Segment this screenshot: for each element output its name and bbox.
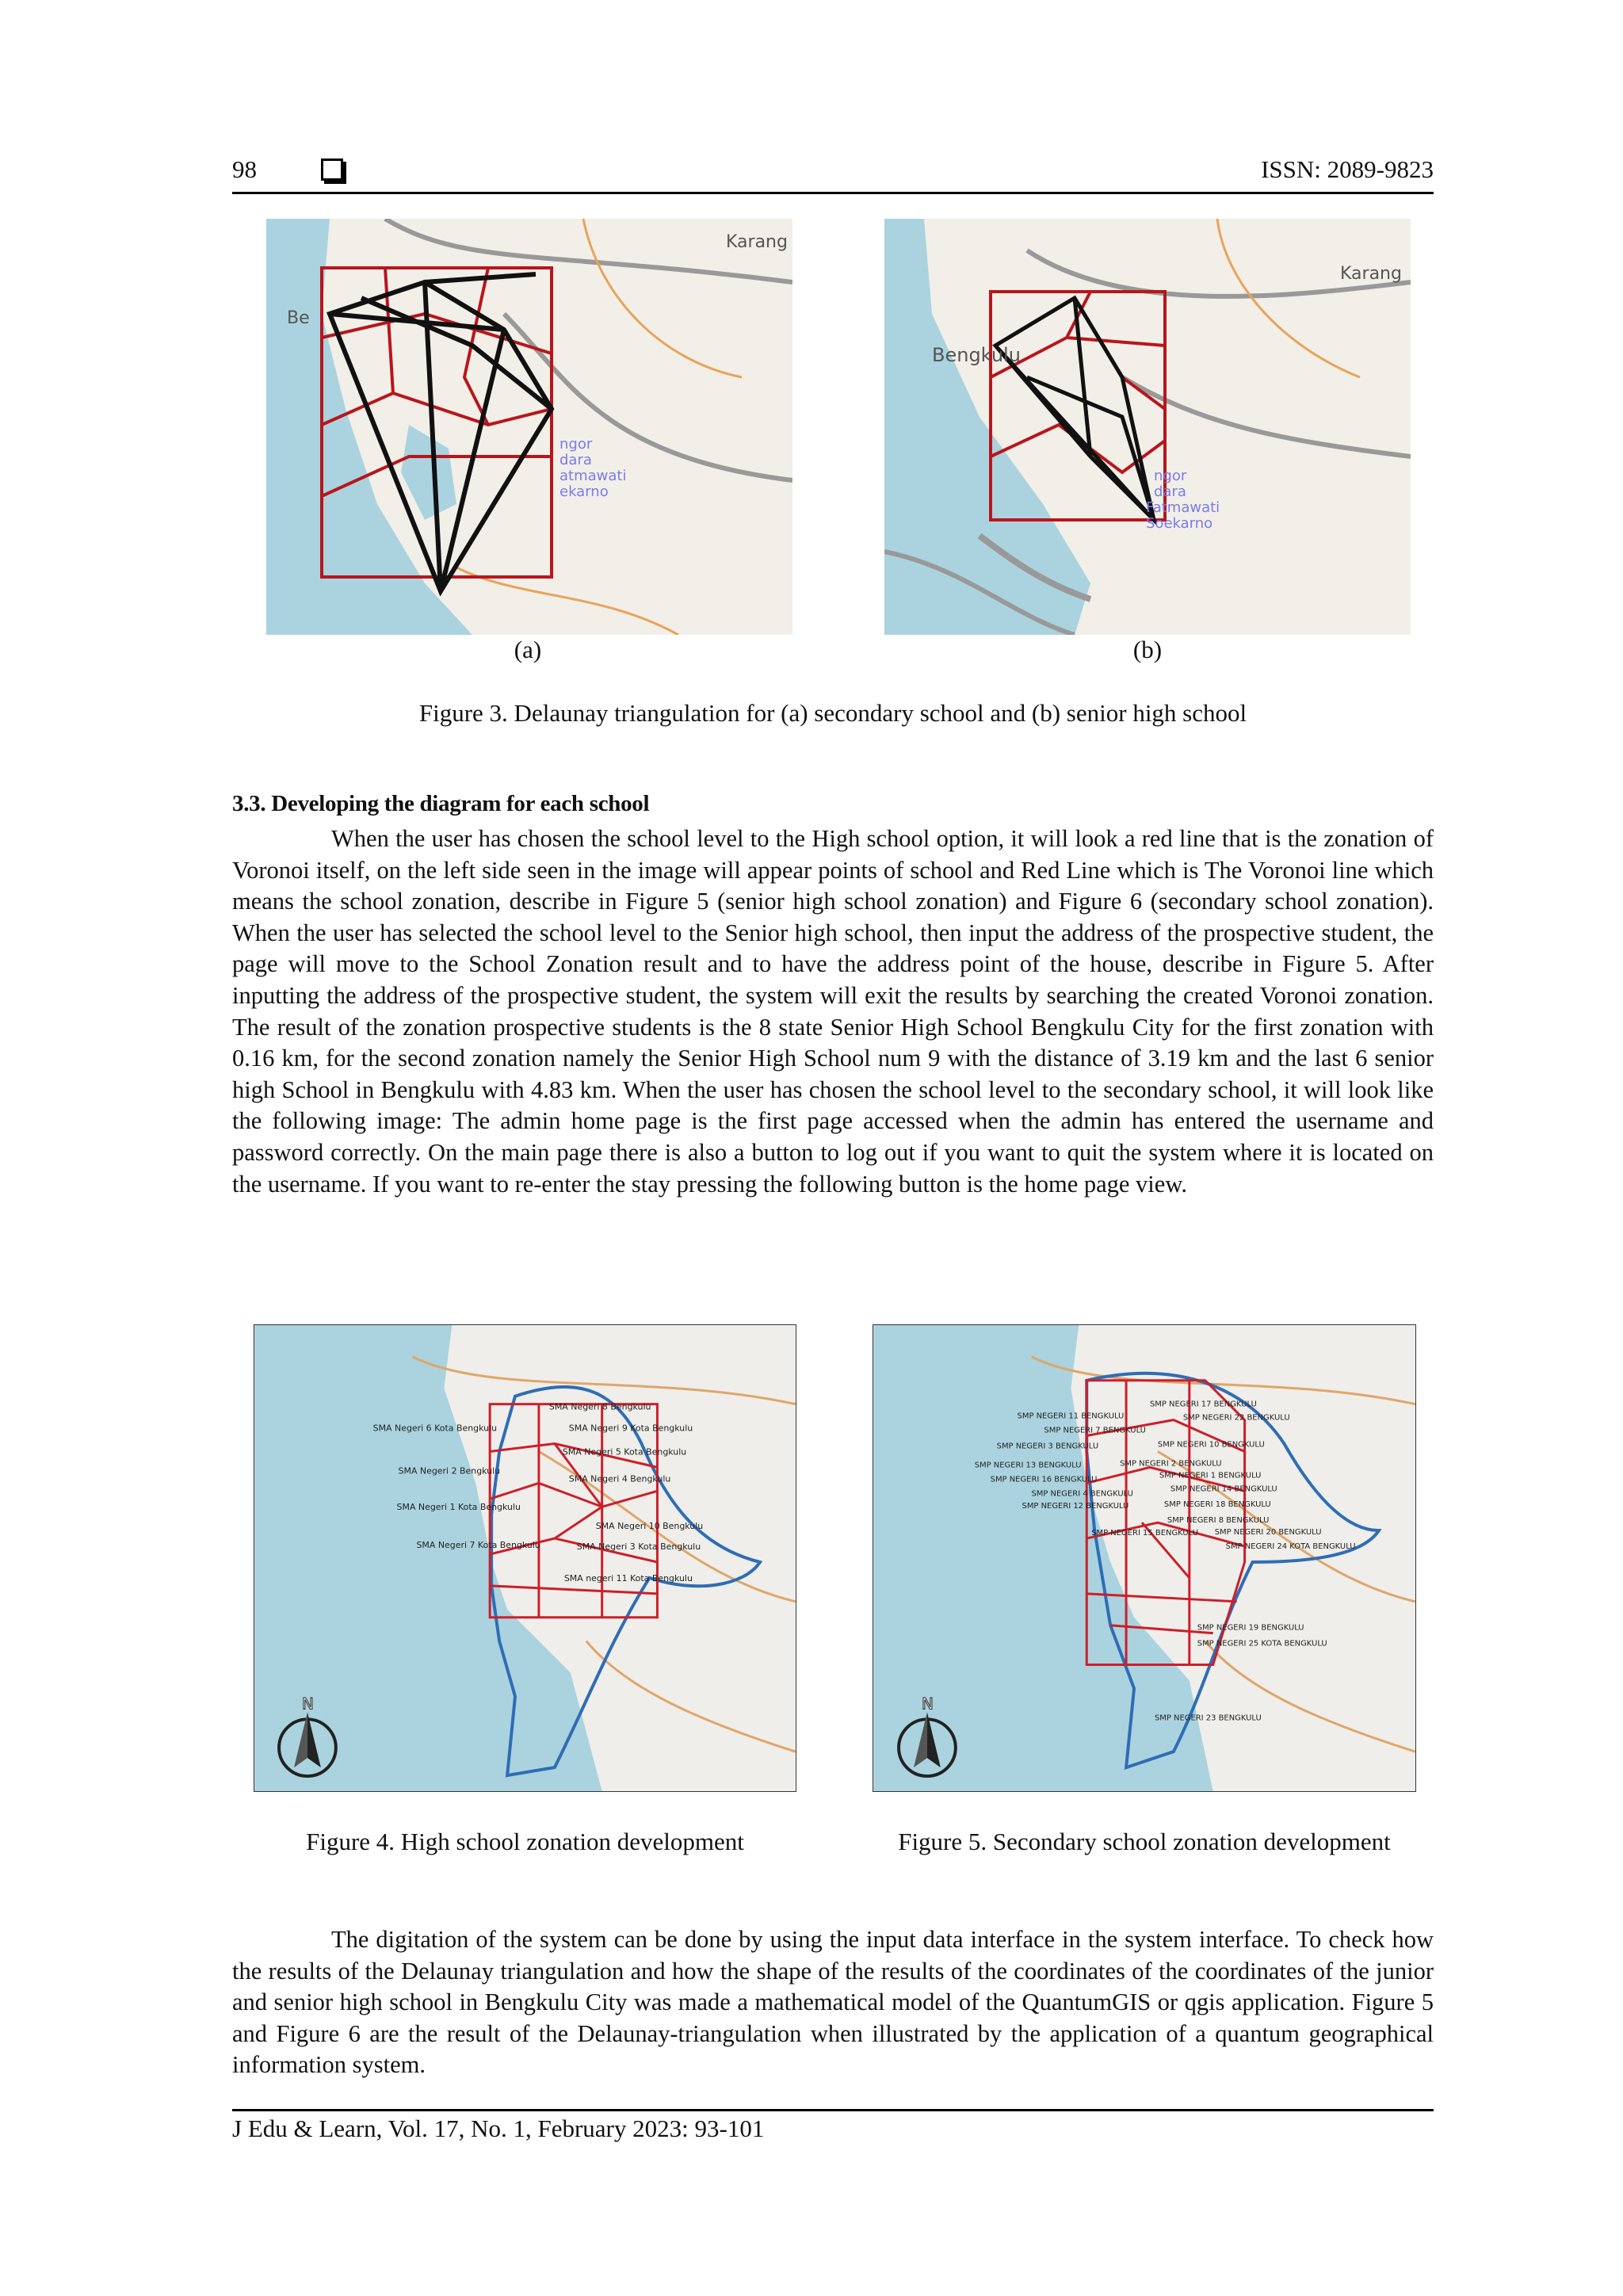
school-label: SMP NEGERI 16 BENGKULU (990, 1475, 1098, 1484)
school-label: SMA Negeri 4 Bengkulu (568, 1473, 671, 1484)
school-label: SMA Negeri 9 Kota Bengkulu (568, 1423, 693, 1434)
school-label: SMP NEGERI 23 BENGKULU (1154, 1713, 1262, 1723)
figure-3b-svg (884, 219, 1411, 635)
school-label: SMP NEGERI 7 BENGKULU (1044, 1426, 1146, 1435)
paragraph-1: When the user has chosen the school level to the High school option, it will look a red line that is the zonation of Voronoi itself, on the left side seen in the image will appear points of school and Red Line which is The Voronoi line which means the school zonation, describe in Figure 5 (senior high school zonation) and Figure 6 (secondary school zonation). When the user has selected the school level to the Senior high school, then input the address of the prospective student, the page will move to the School Zonation result and to have the address point of the house, describe in Figure 5. After inputting the address of the prospective student, the system will exit the results by searching the created Voronoi zonation. The result of the zonation prospective students is the 8 state Senior High School Bengkulu City for the first zonation with 0.16 km, for the second zonation namely the Senior High School num 9 with the distance of 3.19 km and the last 6 senior high School in Bengkulu with 4.83 km. When the user has chosen the school level to the secondary school, it will look like the following image: The admin home page is the first page accessed when the admin has entered the username and password correctly. On the main page there is also a button to log out if you want to quit the system where it is located on the username. If you want to re-enter the stay pressing the following button is the home page view. (232, 825, 1434, 1198)
school-label: SMP NEGERI 14 BENGKULU (1170, 1484, 1277, 1494)
figure-5-svg (873, 1325, 1415, 1791)
north-label: N (301, 1694, 314, 1713)
school-label: SMP NEGERI 25 KOTA BENGKULU (1197, 1639, 1327, 1648)
figure-3-caption: Figure 3. Delaunay triangulation for (a) secondary school and (b) senior high school (418, 699, 1247, 727)
map-text: Be (287, 308, 310, 328)
school-label: SMP NEGERI 22 BENGKULU (1182, 1413, 1290, 1423)
figure-3b-map (884, 219, 1411, 635)
map-text: Karang (1340, 264, 1402, 284)
school-label: SMA Negeri 5 Kota Bengkulu (562, 1446, 687, 1457)
figure-4-map (254, 1324, 796, 1792)
paragraph-2: The digitation of the system can be done by using the input data interface in the system interface. To check how the results of the Delaunay triangulation and how the shape of the results of the coordinates of the coordinates of the junior and senior high school in Bengkulu City was made a mathematical model of the QuantumGIS or qgis application. Figure 5 and Figure 6 are the result of the Delaunay-triangulation when illustrated by the application of a quantum geographical information system. (232, 1926, 1434, 2079)
school-label: SMP NEGERI 1 BENGKULU (1159, 1471, 1262, 1480)
journal-footer: J Edu & Learn, Vol. 17, No. 1, February 2023: 93-101 (232, 2115, 765, 2142)
map-text: Soekarno (1146, 515, 1213, 532)
school-label: SMP NEGERI 4 BENGKULU (1031, 1489, 1133, 1499)
school-label: SMA Negeri 3 Kota Bengkulu (576, 1541, 701, 1553)
school-label: SMP NEGERI 13 BENGKULU (974, 1461, 1082, 1470)
section-title: 3.3. Developing the diagram for each school (232, 791, 650, 816)
map-text: Bengkulu (932, 344, 1021, 366)
school-label: SMP NEGERI 20 BENGKULU (1214, 1528, 1322, 1538)
school-label: SMA Negeri 7 Kota Bengkulu (416, 1540, 540, 1551)
map-text: ekarno (559, 483, 609, 500)
school-label: SMP NEGERI 3 BENGKULU (996, 1442, 1099, 1451)
figure-3a-label: (a) (514, 636, 542, 663)
school-label: SMA Negeri 2 Bengkulu (398, 1465, 501, 1477)
school-label: SMP NEGERI 2 BENGKULU (1120, 1459, 1222, 1469)
map-text: atmawati (559, 468, 627, 484)
school-label: SMA Negeri 10 Bengkulu (595, 1521, 704, 1532)
map-text: dara (1154, 483, 1186, 500)
map-text: dara (559, 452, 592, 468)
footer-rule (232, 2109, 1434, 2111)
square-bullet-icon (321, 159, 343, 181)
school-label: SMP NEGERI 17 BENGKULU (1149, 1400, 1257, 1409)
school-label: SMA Negeri 1 Kota Bengkulu (396, 1502, 521, 1513)
page-number: 98 (232, 155, 257, 183)
map-text: Fatmawati (1146, 499, 1220, 516)
school-label: SMP NEGERI 12 BENGKULU (1022, 1502, 1129, 1511)
map-text: Karang (726, 232, 788, 252)
page-header (232, 155, 1434, 194)
school-label: SMA Negeri 8 Bengkulu (548, 1401, 651, 1412)
school-label: SMP NEGERI 10 BENGKULU (1157, 1440, 1265, 1450)
figure-4-caption: Figure 4. High school zonation development (306, 1828, 744, 1855)
figure-3a-svg (266, 219, 792, 635)
school-label: SMA negeri 11 Kota Bengkulu (563, 1572, 693, 1584)
map-text: ngor (559, 436, 593, 453)
school-label: SMP NEGERI 11 BENGKULU (1017, 1412, 1125, 1421)
figure-5-map (873, 1324, 1416, 1792)
school-label: SMA Negeri 6 Kota Bengkulu (372, 1423, 498, 1434)
figure-3a-map (266, 219, 792, 635)
school-label: SMP NEGERI 18 BENGKULU (1163, 1500, 1271, 1510)
school-label: SMP NEGERI 8 BENGKULU (1167, 1516, 1270, 1526)
figure-4-svg (254, 1325, 796, 1791)
issn: ISSN: 2089-9823 (1261, 155, 1434, 183)
school-label: SMP NEGERI 15 BENGKULU (1091, 1529, 1199, 1538)
school-label: SMP NEGERI 19 BENGKULU (1197, 1623, 1304, 1633)
north-label: N (921, 1694, 934, 1713)
map-text: ngor (1154, 468, 1187, 484)
figure-5-caption: Figure 5. Secondary school zonation development (898, 1828, 1391, 1855)
school-label: SMP NEGERI 24 KOTA BENGKULU (1225, 1542, 1356, 1552)
figure-3b-label: (b) (1132, 636, 1163, 663)
